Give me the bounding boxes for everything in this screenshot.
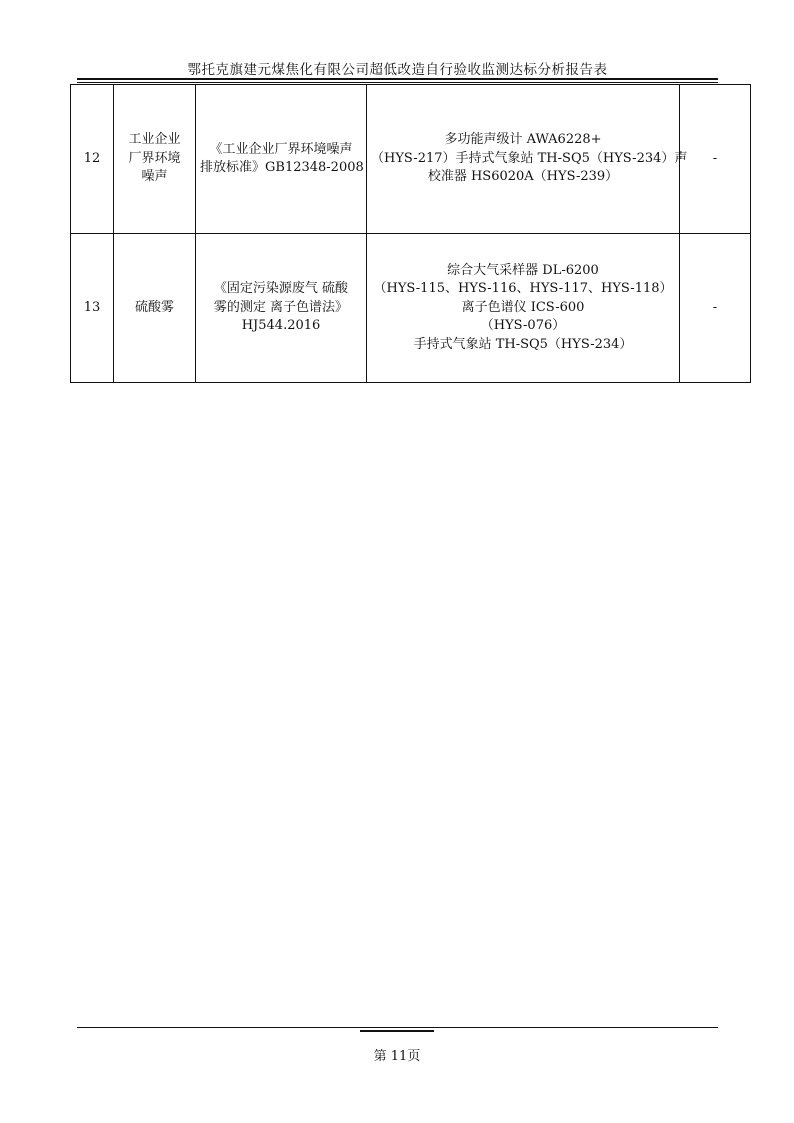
monitoring-methods-table — [70, 84, 751, 383]
table-row — [71, 234, 751, 383]
standard-method-line: 排放标准》GB12348-2008 — [200, 160, 364, 175]
row-number-cell — [71, 85, 114, 234]
row-number-cell — [71, 234, 114, 383]
table-row — [71, 85, 751, 234]
footer-short-rule — [360, 1030, 434, 1032]
instrument-cell — [367, 85, 688, 234]
header-rule-thick — [77, 78, 718, 80]
instrument-line: 校准器 HS6020A（HYS-239） — [427, 169, 619, 185]
page-number: 第 11页 — [373, 1049, 421, 1064]
instrument-line: （HYS-076） — [480, 318, 566, 334]
monitoring-item-line: 厂界环境 — [128, 150, 181, 166]
monitoring-item-cell — [114, 234, 196, 383]
report-header-title: 鄂托克旗建元煤焦化有限公司超低改造自行验收监测达标分析报告表 — [187, 62, 608, 78]
monitoring-item-line: 硫酸雾 — [134, 299, 174, 315]
standard-method-cell — [196, 234, 367, 383]
remark-cell — [680, 85, 751, 234]
monitoring-item-line: 噪声 — [141, 169, 168, 185]
instrument-line: （HYS-217）手持式气象站 TH-SQ5（HYS-234）声 — [371, 150, 688, 166]
instrument-cell — [367, 234, 680, 383]
remark-cell — [680, 234, 751, 383]
standard-method-line: HJ544.2016 — [241, 318, 321, 334]
remark-dash: - — [712, 299, 718, 315]
instrument-line: （HYS-115、HYS-116、HYS-117、HYS-118） — [373, 281, 673, 297]
instrument-line: 多功能声级计 AWA6228+ — [444, 132, 602, 148]
row-number: 12 — [83, 150, 101, 166]
monitoring-item-line: 工业企业 — [128, 132, 181, 148]
remark-dash: - — [712, 150, 718, 166]
instrument-line: 离子色谱仪 ICS-600 — [461, 299, 585, 315]
row-number: 13 — [83, 299, 101, 315]
standard-method-line: 雾的测定 离子色谱法》 — [213, 299, 349, 315]
standard-method-line: 《工业企业厂界环境噪声 — [209, 141, 353, 157]
standard-method-cell — [196, 85, 367, 234]
footer-rule — [77, 1027, 718, 1028]
monitoring-item-cell — [114, 85, 196, 234]
instrument-line: 手持式气象站 TH-SQ5（HYS-234） — [413, 336, 633, 352]
standard-method-line: 《固定污染源废气 硫酸 — [213, 281, 349, 297]
instrument-line: 综合大气采样器 DL-6200 — [447, 262, 599, 278]
header-rule-thin — [77, 82, 718, 83]
